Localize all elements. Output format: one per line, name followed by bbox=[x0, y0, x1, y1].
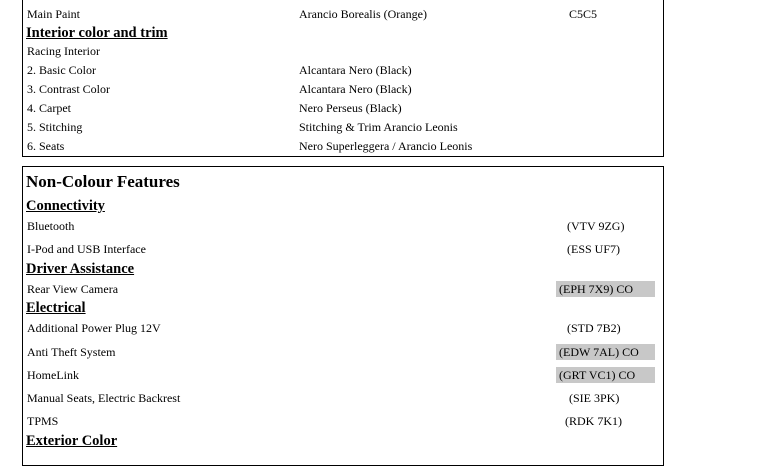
feature-label: Manual Seats, Electric Backrest bbox=[27, 391, 181, 405]
electrical-heading: Electrical bbox=[26, 300, 86, 316]
exterior-color-heading: Exterior Color bbox=[26, 433, 118, 449]
interior-row-value: Alcantara Nero (Black) bbox=[299, 63, 412, 77]
interior-row-label: 6. Seats bbox=[27, 139, 65, 153]
feature-code-highlighted: (EDW 7AL) CO bbox=[556, 344, 655, 360]
feature-code: (RDK 7K1) bbox=[565, 414, 622, 428]
feature-code-highlighted: (GRT VC1) CO bbox=[556, 367, 655, 383]
interior-row-label: 5. Stitching bbox=[27, 120, 83, 134]
main-paint-value: Arancio Borealis (Orange) bbox=[299, 7, 427, 21]
feature-label: I-Pod and USB Interface bbox=[27, 242, 146, 256]
interior-row-value: Nero Perseus (Black) bbox=[299, 101, 402, 115]
racing-interior-label: Racing Interior bbox=[27, 44, 100, 58]
feature-code: (VTV 9ZG) bbox=[567, 219, 625, 233]
connectivity-heading: Connectivity bbox=[26, 198, 105, 214]
feature-code-highlighted: (EPH 7X9) CO bbox=[556, 281, 655, 297]
feature-label: Additional Power Plug 12V bbox=[27, 321, 161, 335]
feature-label: HomeLink bbox=[27, 368, 79, 382]
feature-label: Bluetooth bbox=[27, 219, 75, 233]
feature-code: (STD 7B2) bbox=[567, 321, 621, 335]
features-title: Non-Colour Features bbox=[26, 172, 180, 191]
interior-row-label: 4. Carpet bbox=[27, 101, 71, 115]
interior-row-value: Alcantara Nero (Black) bbox=[299, 82, 412, 96]
main-paint-label: Main Paint bbox=[27, 7, 80, 21]
feature-label: Rear View Camera bbox=[27, 282, 119, 296]
feature-label: TPMS bbox=[27, 414, 59, 428]
interior-row-value: Nero Superleggera / Arancio Leonis bbox=[299, 139, 473, 153]
main-paint-code: C5C5 bbox=[569, 7, 598, 21]
driver-assistance-heading: Driver Assistance bbox=[26, 261, 135, 277]
feature-code: (ESS UF7) bbox=[567, 242, 621, 256]
feature-label: Anti Theft System bbox=[27, 345, 116, 359]
interior-row-label: 3. Contrast Color bbox=[27, 82, 110, 96]
interior-row-value: Stitching & Trim Arancio Leonis bbox=[299, 120, 458, 134]
interior-row-label: 2. Basic Color bbox=[27, 63, 96, 77]
feature-code: (SIE 3PK) bbox=[569, 391, 620, 405]
interior-heading: Interior color and trim bbox=[26, 25, 168, 41]
